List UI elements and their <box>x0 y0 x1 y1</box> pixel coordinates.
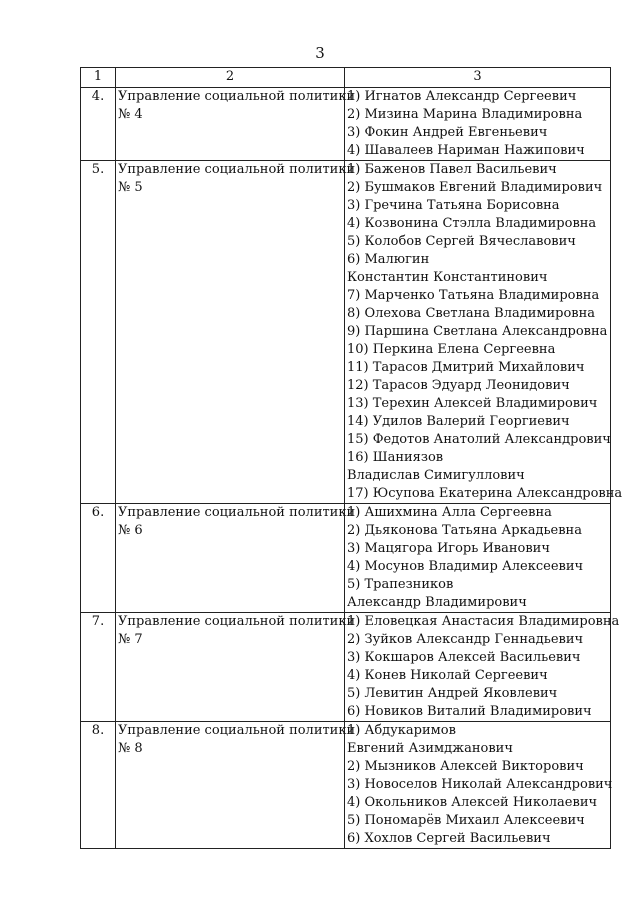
member-line: 3) Кокшаров Алексей Васильевич <box>347 650 581 665</box>
row-number: 7. <box>81 613 116 722</box>
member-line: 1) Абдукаримов <box>347 723 456 738</box>
member-line: Александр Владимирович <box>347 595 527 610</box>
member-line: 5) Пономарёв Михаил Алексеевич <box>347 813 585 828</box>
member-line: 3) Гречина Татьяна Борисовна <box>347 198 560 213</box>
department-name-line: Управление социальной политики <box>118 723 356 738</box>
table-row <box>81 161 611 504</box>
member-line: 2) Бушмаков Евгений Владимирович <box>347 180 603 195</box>
member-line: 8) Олехова Светлана Владимировна <box>347 306 596 321</box>
department-name-line: № 7 <box>118 632 143 647</box>
member-line: 7) Марченко Татьяна Владимировна <box>347 288 600 303</box>
department-name-line: № 5 <box>118 180 143 195</box>
members-cell <box>345 88 611 161</box>
member-line: 1) Еловецкая Анастасия Владимировна <box>347 614 620 629</box>
department-cell <box>116 88 356 161</box>
member-line: 10) Перкина Елена Сергеевна <box>347 342 556 357</box>
row-number: 8. <box>81 722 116 849</box>
member-line: 4) Мосунов Владимир Алексеевич <box>347 559 584 574</box>
table-row <box>81 613 611 722</box>
department-name-line: Управление социальной политики <box>118 614 356 629</box>
members-cell <box>345 504 611 613</box>
members-cell <box>345 613 620 722</box>
member-line: 14) Удилов Валерий Георгиевич <box>347 414 570 429</box>
table-header-row <box>81 68 611 88</box>
table-row <box>81 88 611 161</box>
member-line: 4) Конев Николай Сергеевич <box>347 668 548 683</box>
row-number: 6. <box>81 504 116 613</box>
member-line: Владислав Симигуллович <box>347 468 525 483</box>
member-line: Евгений Азимджанович <box>347 741 513 756</box>
member-line: 15) Федотов Анатолий Александрович <box>347 432 611 447</box>
member-line: 1) Ашихмина Алла Сергеевна <box>347 505 552 520</box>
member-line: 3) Фокин Андрей Евгеньевич <box>347 125 548 140</box>
member-line: 5) Трапезников <box>347 577 454 592</box>
column-header-1: 1 <box>81 68 116 88</box>
member-line: 6) Малюгин <box>347 252 430 267</box>
member-line: 4) Шавалеев Нариман Нажипович <box>347 143 585 158</box>
personnel-table <box>80 67 623 849</box>
member-line: 13) Терехин Алексей Владимирович <box>347 396 598 411</box>
member-line: 4) Козвонина Стэлла Владимировна <box>347 216 597 231</box>
department-name-line: № 4 <box>118 107 143 122</box>
department-name-line: Управление социальной политики <box>118 89 356 104</box>
members-cell <box>345 722 611 849</box>
member-line: 16) Шаниязов <box>347 450 444 465</box>
page-number: 3 <box>315 44 325 62</box>
member-line: 1) Баженов Павел Васильевич <box>347 162 557 177</box>
members-cell <box>345 161 623 504</box>
department-name-line: № 8 <box>118 741 143 756</box>
member-line: 11) Тарасов Дмитрий Михайлович <box>347 360 585 375</box>
department-cell <box>116 722 356 849</box>
member-line: 4) Окольников Алексей Николаевич <box>347 795 598 810</box>
member-line: 5) Колобов Сергей Вячеславович <box>347 234 576 249</box>
department-cell <box>116 504 356 613</box>
member-line: 2) Дьяконова Татьяна Аркадьевна <box>347 523 582 538</box>
member-line: 6) Новиков Виталий Владимирович <box>347 704 592 719</box>
row-number: 4. <box>81 88 116 161</box>
department-cell <box>116 161 356 504</box>
member-line: 17) Юсупова Екатерина Александровна <box>347 486 623 501</box>
row-number: 5. <box>81 161 116 504</box>
member-line: 5) Левитин Андрей Яковлевич <box>347 686 558 701</box>
department-name-line: Управление социальной политики <box>118 505 356 520</box>
member-line: 9) Паршина Светлана Александровна <box>347 324 608 339</box>
column-header-2: 2 <box>116 68 345 88</box>
column-header-3: 3 <box>345 68 611 88</box>
member-line: 1) Игнатов Александр Сергеевич <box>347 89 577 104</box>
member-line: 2) Мизина Марина Владимировна <box>347 107 583 122</box>
table-row <box>81 722 611 849</box>
member-line: 3) Новоселов Николай Александрович <box>347 777 613 792</box>
member-line: 6) Хохлов Сергей Васильевич <box>347 831 551 846</box>
member-line: Константин Константинович <box>347 270 548 285</box>
department-cell <box>116 613 356 722</box>
table-row <box>81 504 611 613</box>
table-body <box>81 88 623 849</box>
member-line: 2) Зуйков Александр Геннадьевич <box>347 632 584 647</box>
department-name-line: № 6 <box>118 523 143 538</box>
member-line: 12) Тарасов Эдуард Леонидович <box>347 378 570 393</box>
member-line: 2) Мызников Алексей Викторович <box>347 759 584 774</box>
department-name-line: Управление социальной политики <box>118 162 356 177</box>
member-line: 3) Мацягора Игорь Иванович <box>347 541 550 556</box>
